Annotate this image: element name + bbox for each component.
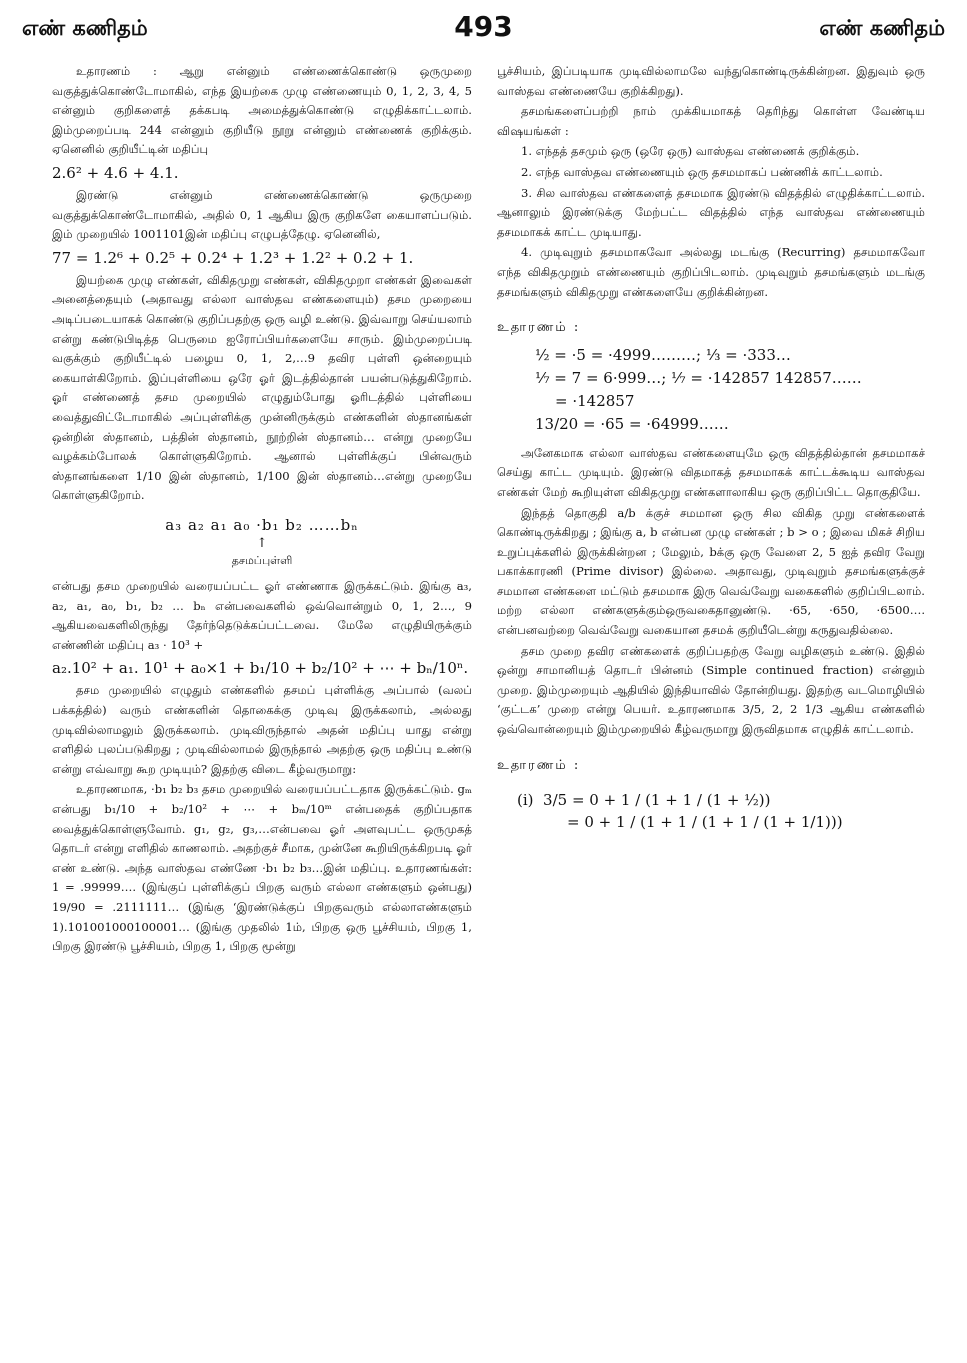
paragraph: இயற்கை முழு எண்கள், விகிதமுறு எண்கள், விகிதமுறா எண்கள் இவைகள் அனைத்தையும் (அதாவது எல்லா வாஸ்தவ எண்களையும்) தசம முறையை அடிப்படையாகக் கொண்டு குறிப்பதற்கு ஒரு வழி உண்டு. இவ்வாறு செய்யலாம் என்று கண்டுபிடித்த பெருமை ஐரோப்பியர்களையே சாரும். இம்முறைப்படி வகுக்கும் குறியீட்டில் பழைய 0, 1, 2,…9 தவிர புள்ளி ஒன்றையும் கையாள்கிறோம். இப்புள்ளியை ஒரே ஓர் இடத்தில்தான் பயன்படுத்துகிறோம். ஓர் எண்ணைத் தசம முறையில் எழுதும்போது ஓரிடத்தில் புள்ளியை வைத்துவிட்டோமாகில் அப்புள்ளிக்கு முன்னிருக்கும் எண்களின் ஸ்தானங்கள் ஒன்றின் ஸ்தானம், பத்தின் ஸ்தானம், நூற்றின் ஸ்தானம்… என்று முறையே வழக்கம்போலக் கொள்ளுகிறோம். ஆனால் புள்ளிக்குப் பின்வரும் ஸ்தானங்களை 1/10 இன் ஸ்தானம், 1/100 இன் ஸ்தானம்…என்று முறையே கொள்ளுகிறோம். xyxy=(52,272,472,503)
list-item: 3. சில வாஸ்தவ எண்களைத் தசமமாக இரண்டு விதத்தில் எழுதிக்காட்டலாம். ஆனாலும் இரண்டுக்கு மேற்பட்ட விதத்தில் எந்த வாஸ்தவ எண்ணையும் தசமமாகக் காட்ட முடியாது. xyxy=(497,185,925,239)
right-column xyxy=(497,62,925,1355)
page-header xyxy=(22,10,945,50)
example-label: உதாரணம் : xyxy=(497,320,581,336)
list-item: 4. முடிவுறும் தசமமாகவோ அல்லது மடங்கு (Recurring) தசமமாகவோ எந்த விகிதமுறும் எண்ணையும் குறிப்பிடலாம். முடிவுறும் தசமங்களும் மடங்கு தசமங்களும் விகிதமுறு எண்களையே குறிக்கின்றன. xyxy=(497,245,925,299)
page-number: 493 xyxy=(454,10,513,43)
formula: 2.6² + 4.6 + 4.1. xyxy=(52,163,179,182)
paragraph: இரண்டு என்னும் எண்ணைக்கொண்டு ஒருமுறை வகுத்துக்கொண்டோமாகில், அதில் 0, 1 ஆகிய இரு குறிகளே கையாளப்படும். இம் முறையில் 1001101இன் மதிப்பு எழுபத்தேழு. ஏனெனில், xyxy=(52,187,472,242)
formula: a₂.10² + a₁. 10¹ + a₀×1 + b₁/10 + b₂/10² + ⋯ + bₙ/10ⁿ. xyxy=(52,659,469,678)
paragraph: தசம முறை தவிர எண்களைக் குறிப்பதற்கு வேறு வழிகளும் உண்டு. இதில் ஒன்று சாமானியத் தொடர் பின்னம் (Simple continued fraction) என்னும் முறை. இம்முறையும் ஆதியில் இந்தியாவில் தோன்றியது. இதற்கு வடமொழியில் ‘குட்டக’ முறை என்று பெயர். உதாரணமாக 3/5, 2, 2 1/3 ஆகிய எண்களில் ஒவ்வொன்றையும் இம்முறையில் கீழ்வருமாறு இருவிதமாக எழுதிக் காட்டலாம். xyxy=(497,643,925,737)
running-title-left: எண் கணிதம் xyxy=(22,16,148,40)
paragraph: இந்தத் தொகுதி a/b க்குச் சமமான ஒரு சில விகித முறு எண்களைக் கொண்டிருக்கிறது ; இங்கு a, b என்பன முழு எண்கள் ; b > o ; இவை மிகச் சிறிய உறுப்புக்களில் இருக்கின்றன ; மேலும், bக்கு ஒரு வேளை 2, 5 ஐத் தவிர வேறு பகாக்காரணி (Prime divisor) இல்லை. அதாவது, முடிவுறும் தசமங்களுக்குச் சமமான எண்களை மட்டும் தசமமாக இரு வெவ்வேறு வகைகளில் குறிப்பிடலாம். மற்ற எல்லா எண்களுக்கும்ஒருவகைதானுண்டு. ·65, ·650, ·6500…. என்பனவற்றை வெவ்வேறு வகையான தசமக் குறியீடென்று கருதுவதில்லை. xyxy=(497,505,925,638)
decimal-point-caption: தசமப்புள்ளி xyxy=(231,554,293,568)
example-line: ½ = ·5 = ·4999………; ⅓ = ·333… xyxy=(535,345,791,364)
example-line: = ·142857 xyxy=(555,391,635,410)
example-label: உதாரணம் : xyxy=(497,757,581,773)
running-title-right: எண் கணிதம் xyxy=(819,16,945,40)
continued-fraction-line: = 0 + 1 / (1 + 1 / (1 + 1 / (1 + 1/1))) xyxy=(567,813,843,832)
formula: 77 = 1.2⁶ + 0.2⁵ + 0.2⁴ + 1.2³ + 1.2² + 0.2 + 1. xyxy=(52,248,414,267)
paragraph: உதாரணமாக, ·b₁ b₂ b₃ தசம முறையில் வரையப்பட்டதாக இருக்கட்டும். gₘ என்பது b₁/10 + b₂/10² + ⋯ + bₘ/10ᵐ என்பதைக் குறிப்பதாக வைத்துக்கொள்ளுவோம். g₁, g₂, g₃,…என்பவை ஓர் அளவுபட்ட ஒருமுகத் தொடர் என்று எளிதில் காணலாம். அதற்குச் சீமாக, முன்னே கூறியிருக்கிறபடி ஓர் எண் உண்டு. அந்த வாஸ்தவ எண்ணே ·b₁ b₂ b₃…இன் மதிப்பு. உதாரணங்கள்: 1 = .99999…. (இங்குப் புள்ளிக்குப் பிறகு வரும் எல்லா எண்களும் ஒன்பது) 19/90 = .2111111… (இங்கு ‘இரண்டுக்குப் பிறகுவரும் எல்லாஎண்களும் 1).101001000100001… (இங்கு முதலில் 1ம், பிறகு ஒரு பூச்சியம், பிறகு 1, பிறகு இரண்டு பூச்சியம், பிறகு 1, பிறகு மூன்று xyxy=(52,782,472,954)
up-arrow-icon: ↑ xyxy=(256,536,268,552)
paragraph: தசம முறையில் எழுதும் எண்களில் தசமப் புள்ளிக்கு அப்பால் (வலப் பக்கத்தில்) வரும் எண்களின் தொகைக்கு முடிவு இருக்கலாம், அல்லது முடிவில்லாமலும் இருக்கலாம். முடிவிருந்தால் அதன் மதிப்பு யாது என்று எளிதில் புலப்படுகிறது ; முடிவில்லாமல் இருந்தால் அதற்கு ஒரு மதிப்பு உண்டு என்று எவ்வாறு கூற முடியும்? இதற்கு விடை கீழ்வருமாறு: xyxy=(52,683,472,776)
paragraph: அனேகமாக எல்லா வாஸ்தவ எண்களையுமே ஒரு விதத்தில்தான் தசமமாகச் செய்து காட்ட முடியும். இரண்டு விதமாகத் தசமமாகக் காட்டக்கூடிய வாஸ்தவ எண்கள் மேற் கூறியுள்ள விகிதமுறு எண்களாலாகிய ஒரு குறிப்பிட்ட தொகுதியே. xyxy=(497,445,925,499)
continued-fraction xyxy=(497,789,925,833)
paragraph: உதாரணம் : ஆறு என்னும் எண்ணைக்கொண்டு ஒருமுறை வகுத்துக்கொண்டோமாகில், எந்த இயற்கை முழு எண்ணையும் 0, 1, 2, 3, 4, 5 என்னும் குறிகளைத் தக்கபடி அமைத்துக்கொண்டு எழுதிக்காட்டலாம். இம்முறைப்படி 244 என்னும் குறியீடு நூறு என்னும் எண்ணைக் குறிக்கும். ஏனெனில் குறியீட்டின் மதிப்பு xyxy=(52,64,472,157)
decimal-digits: a₃ a₂ a₁ a₀ ·b₁ b₂ ……bₙ xyxy=(165,515,359,534)
continued-fraction-line: (i) 3/5 = 0 + 1 / (1 + 1 / (1 + ½)) xyxy=(517,791,771,810)
paragraph: என்பது தசம முறையில் வரையப்பட்ட ஓர் எண்ணாக இருக்கட்டும். இங்கு a₃, a₂, a₁, a₀, b₁, b₂ … bₙ என்பவைகளில் ஒவ்வொன்றும் 0, 1, 2…, 9 ஆகியவைகளிலிருந்து தேர்ந்தெடுக்கப்பட்டவை. மேலே எழுதியிருக்கும் எண்ணின் மதிப்பு a₃ · 10³ + xyxy=(52,579,472,652)
left-column xyxy=(52,62,472,1355)
list-item: 1. எந்தத் தசமும் ஒரு (ஒரே ஒரு) வாஸ்தவ எண்ணைக் குறிக்கும். xyxy=(521,144,860,159)
example-line: ⅐ = 7 = 6·999…; ⅐ = ·142857 142857…… xyxy=(535,368,862,387)
list-item: 2. எந்த வாஸ்தவ எண்ணையும் ஒரு தசமமாகப் பண்ணிக் காட்டலாம். xyxy=(521,164,883,179)
paragraph: தசமங்களைப்பற்றி நாம் முக்கியமாகத் தெரிந்து கொள்ள வேண்டிய விஷயங்கள் : xyxy=(497,104,925,138)
example-line: 13/20 = ·65 = ·64999…… xyxy=(535,414,729,433)
paragraph: பூச்சியம், இப்படியாக முடிவில்லாமலே வந்துகொண்டிருக்கின்றன. இதுவும் ஒரு வாஸ்தவ எண்ணையே குறிக்கிறது). xyxy=(497,64,925,98)
